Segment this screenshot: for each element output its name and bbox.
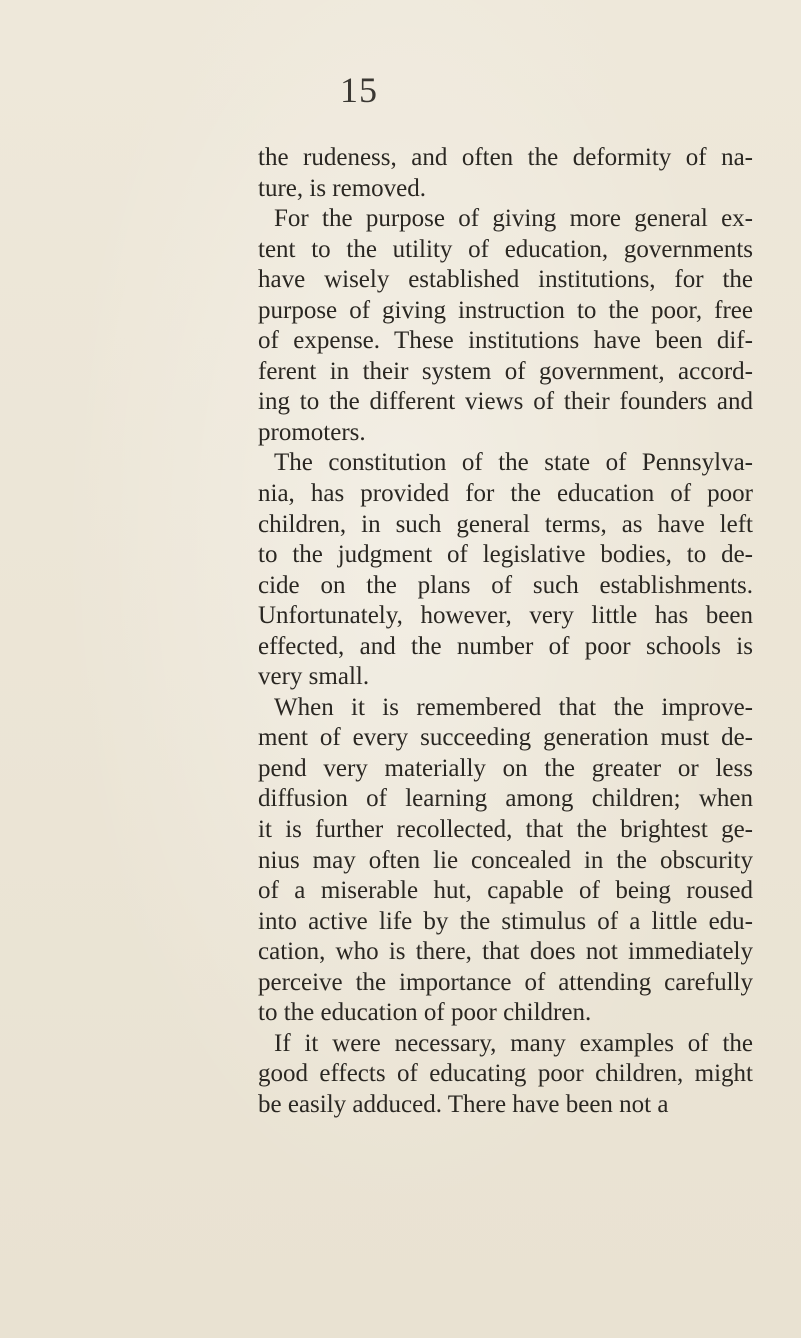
text-line: to the education of poor children.: [258, 999, 592, 1027]
text-line: cation, who is there, that does not immediately: [258, 938, 753, 966]
text-line: ture, is removed.: [258, 174, 427, 202]
text-line: cide on the plans of such establishments.: [258, 571, 753, 599]
text-line: good effects of educating poor children, might: [258, 1060, 753, 1088]
paragraph: [258, 448, 753, 692]
text-line: promoters.: [258, 418, 366, 446]
text-line: children, in such general terms, as have left: [258, 510, 753, 538]
text-line: it is further recollected, that the brightest ge-: [258, 816, 753, 844]
body-text: [258, 143, 753, 1121]
paragraph: [258, 204, 753, 448]
text-line: purpose of giving instruction to the poor, free: [258, 296, 753, 324]
text-line: very small.: [258, 663, 370, 691]
text-line: be easily adduced. There have been not a: [258, 1090, 669, 1118]
text-line: nia, has provided for the education of poor: [258, 480, 753, 508]
text-line: into active life by the stimulus of a little edu-: [258, 907, 753, 935]
text-line: nius may often lie concealed in the obscurity: [258, 846, 753, 874]
text-line: Unfortunately, however, very little has been: [258, 602, 753, 630]
text-line: the rudeness, and often the deformity of na-: [258, 144, 753, 171]
text-line: tent to the utility of education, governments: [258, 235, 753, 263]
page-number: 15: [340, 70, 378, 110]
text-line: perceive the importance of attending carefully: [258, 968, 753, 996]
paragraph: [258, 693, 753, 1029]
text-line: to the judgment of legislative bodies, to de-: [258, 541, 753, 569]
text-line: When it is remembered that the improve-: [274, 693, 753, 721]
text-line: of expense. These institutions have been dif-: [258, 327, 753, 355]
text-line: The constitution of the state of Pennsylva-: [274, 449, 753, 477]
paragraph: [258, 1029, 753, 1121]
text-line: ing to the different views of their founders and: [258, 388, 753, 416]
text-line: ferent in their system of government, accord-: [258, 357, 753, 385]
text-line: effected, and the number of poor schools is: [258, 632, 753, 660]
paragraph: [258, 143, 753, 204]
text-line: diffusion of learning among children; when: [258, 785, 753, 813]
text-line: For the purpose of giving more general ex-: [274, 205, 753, 233]
text-line: of a miserable hut, capable of being roused: [258, 877, 753, 905]
text-line: If it were necessary, many examples of the: [274, 1029, 753, 1057]
text-line: have wisely established institutions, for the: [258, 266, 753, 294]
text-line: ment of every succeeding generation must de-: [258, 724, 753, 752]
text-line: pend very materially on the greater or less: [258, 754, 753, 782]
